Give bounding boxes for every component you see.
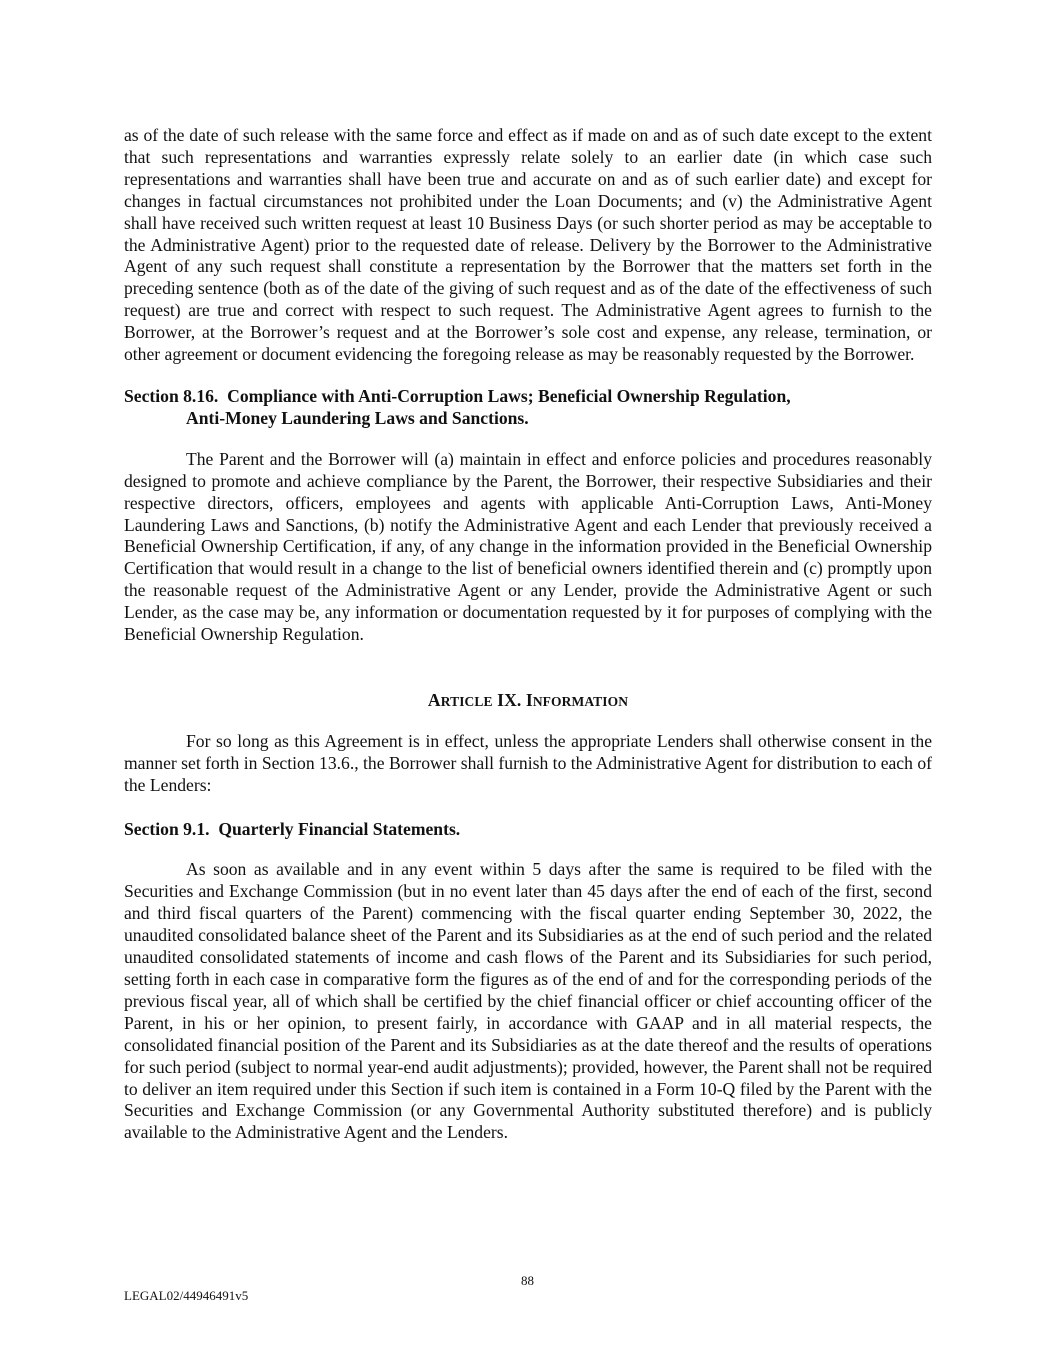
article-prefix-rest: RTICLE [440, 693, 493, 709]
article-ix-intro: For so long as this Agreement is in effect, unless the appropriate Lenders shall otherwise consent in the manner set forth in Section 13.6., the Borrower shall furnish to the Administrative Agent for distribution to each of the Lenders: [124, 730, 932, 795]
article-numeral: IX. [492, 689, 526, 710]
article-prefix-initial: A [427, 689, 441, 710]
page-number: 88 [521, 1273, 534, 1288]
continuation-paragraph: as of the date of such release with the same force and effect as if made on and as of such date except to the extent that such representations and warranties expressly relate solely to an earlier date (in which case such representations and warranties shall have been true and accurate on and as of such earlier date) and except for changes in factual circumstances not prohibited under the Loan Documents; and (v) the Administrative Agent shall have received such written request at least 10 Business Days (or such shorter period as may be acceptable to the Administrative Agent) prior to the requested date of release. Delivery by the Borrower to the Administrative Agent of any such request shall constitute a representation by the Borrower that the matters set forth in the preceding sentence (both as of the date of the giving of such request and as of the date of the effectiveness of such request) are true and correct with respect to such request. The Administrative Agent agrees to furnish to the Borrower, at the Borrower’s request and at the Borrower’s sole cost and expense, any release, termination, or other agreement or document evidencing the foregoing release as may be reasonably requested by the Borrower. [124, 125, 932, 365]
section-8-16-heading [124, 386, 932, 430]
document-page [124, 125, 932, 1144]
section-8-16-number: Section 8.16. [124, 385, 219, 406]
section-9-1-heading-text: Section 9.1. Quarterly Financial Statements. [124, 818, 461, 839]
section-8-16-title-line1: Compliance with Anti-Corruption Laws; Beneficial Ownership Regulation, [227, 385, 791, 406]
document-id: LEGAL02/44946491v5 [124, 1288, 249, 1303]
section-9-1-paragraph: As soon as available and in any event within 5 days after the same is required to be filed with the Securities and Exchange Commission (but in no event later than 45 days after the end of each of the first, second and third fiscal quarters of the Parent) commencing with the fiscal quarter ending September 30, 2022, the unaudited consolidated balance sheet of the Parent and its Subsidiaries as at the end of such period and the related unaudited consolidated statements of income and cash flows of the Parent and its Subsidiaries for such period, setting forth in each case in comparative form the figures as of the end of and for the corresponding periods of the previous fiscal year, all of which shall be certified by the chief financial officer or chief accounting officer of the Parent, in his or her opinion, to present fairly, in accordance with GAAP and in all material respects, the consolidated financial position of the Parent and its Subsidiaries as at the date thereof and the results of operations for such period (subject to normal year-end audit adjustments); provided, however, the Parent shall not be required to deliver an item required under this Section if such item is contained in a Form 10-Q filed by the Parent with the Securities and Exchange Commission (or any Governmental Authority substituted therefore) and is publicly available to the Administrative Agent and the Lenders. [124, 859, 932, 1143]
section-8-16-paragraph: The Parent and the Borrower will (a) maintain in effect and enforce policies and procedures reasonably designed to promote and achieve compliance by the Parent, the Borrower, their respective Subsidiaries and their respective directors, officers, employees and agents with applicable Anti-Corruption Laws, Anti-Money Laundering Laws and Sanctions, (b) notify the Administrative Agent and each Lender that previously received a Beneficial Ownership Certification, if any, of any change in the information provided in the Beneficial Ownership Certification that would result in a change to the list of beneficial owners identified therein and (c) promptly upon the reasonable request of the Administrative Agent or any Lender, provide the Administrative Agent or such Lender, as the case may be, any information or documentation requested by it for purposes of complying with the Beneficial Ownership Regulation. [124, 448, 932, 645]
article-title-rest: NFORMATION [532, 693, 629, 709]
section-8-16-title-line2: Anti-Money Laundering Laws and Sanctions. [186, 407, 529, 428]
section-9-1-heading [124, 819, 932, 841]
article-ix-heading [124, 690, 932, 713]
article-title-initial: I [525, 689, 533, 710]
